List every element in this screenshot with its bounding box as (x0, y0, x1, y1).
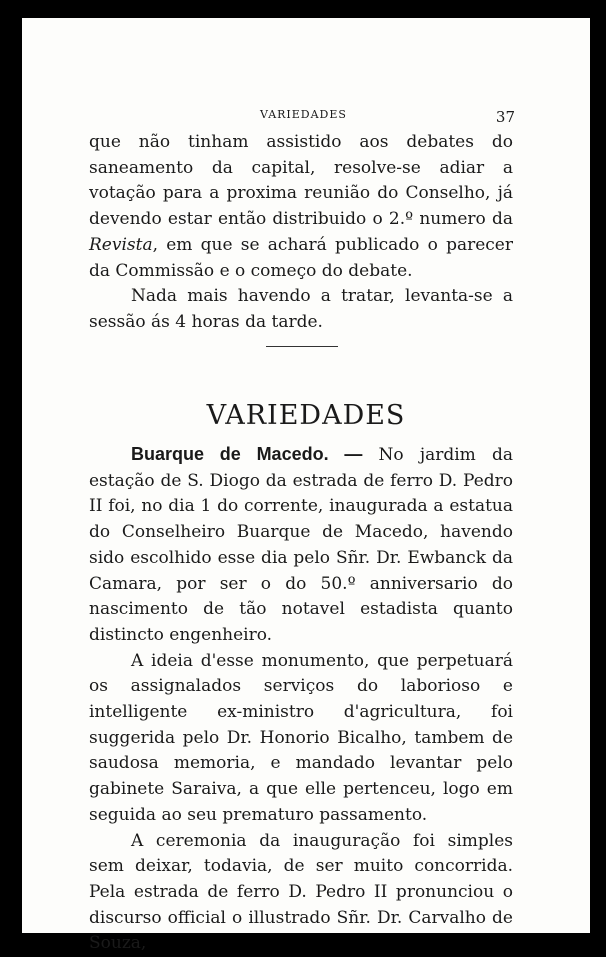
paragraph-monument-idea: A ideia d'esse monumento, que perpetuará os assignalados serviços do laborioso e intelligente ex-ministro d'agricultura, foi suggerida pelo Dr. Honorio Bicalho, tambem de saudosa memoria, e mandado levantar pelo gabinete Saraiva, a que elle pertenceu, logo em seguida ao seu prematuro passamento. (89, 650, 513, 825)
revista-italic: Revista (89, 234, 153, 255)
page-number: 37 (495, 108, 515, 126)
previous-section-text (89, 130, 513, 336)
paragraph-council-vote (89, 130, 513, 284)
paragraph-session-close: Nada mais havendo a tratar, levanta-se a sessão ás 4 horas da tarde. (89, 286, 513, 332)
paragraph-text: que não tinham assistido aos debates do saneamento da capital, resolve-se adiar a votação para a proxima reunião do Conselho, já devendo estar então distribuido o 2.º numero da (89, 132, 513, 230)
running-head (22, 108, 590, 130)
paragraph-ceremony: A ceremonia da inauguração foi simples sem deixar, todavia, de ser muito concorrida. Pela estrada de ferro D. Pedro II pronunciou o discurso official o illustrado Sñr. Dr. Carvalho de Souza, (89, 830, 513, 954)
paragraph-text: No jardim da estação de S. Diogo da estrada de ferro D. Pedro II foi, no dia 1 do corrente, inaugurada a estatua do Conselheiro Buarque de Macedo, havendo sido escolhido esse dia pelo Sñr. Dr. Ewbanck da Camara, por ser o do 50.º anniversario do nascimento de tão notavel estadista quanto distincto engenheiro. (89, 445, 513, 645)
book-page (22, 18, 590, 954)
section-heading: VARIEDADES (206, 400, 406, 432)
paragraph-text-end: , em que se achará publicado o parecer da Commissão e o começo do debate. (89, 234, 513, 281)
article-lead-title: Buarque de Macedo. — (131, 444, 363, 464)
section-divider (266, 346, 338, 347)
variedades-text (89, 442, 513, 957)
running-title: VARIEDADES (260, 108, 347, 121)
paragraph-statue-inauguration (89, 442, 513, 649)
